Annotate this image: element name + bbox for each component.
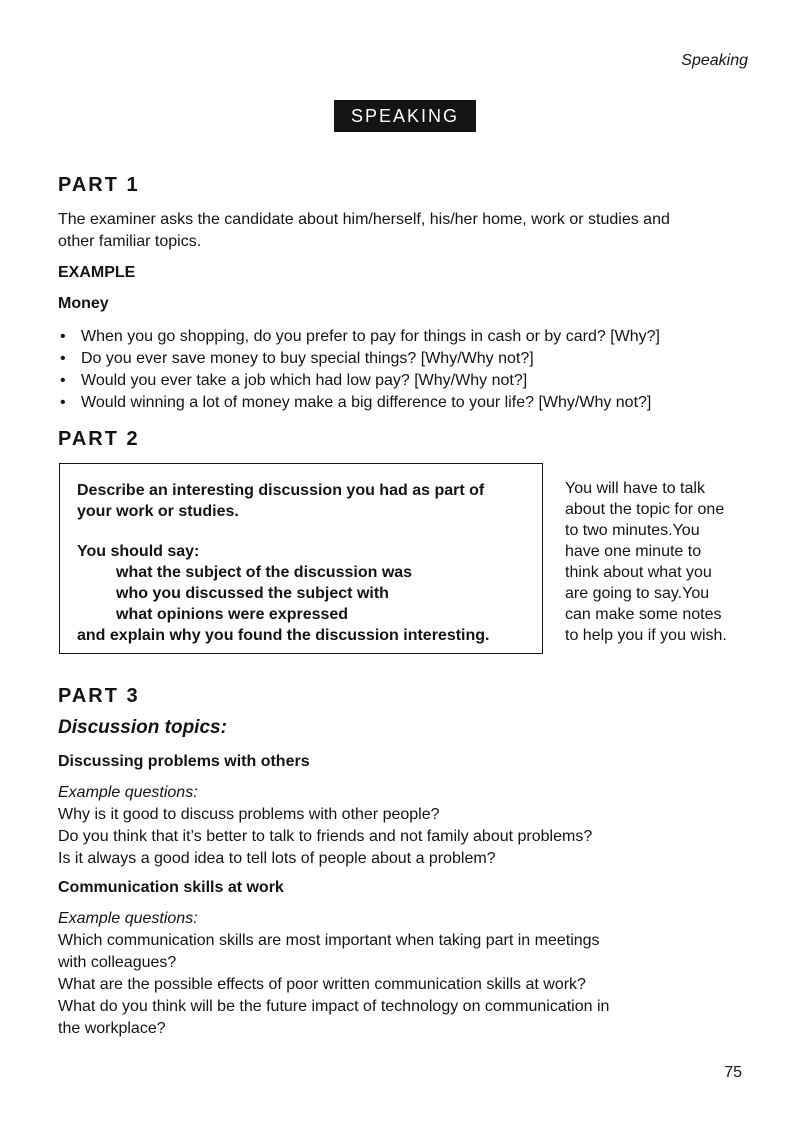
cue-card-point: what the subject of the discussion was — [116, 564, 413, 581]
instruction-note-line: can make some notes — [565, 606, 722, 623]
discussion-topics-heading: Discussion topics: — [58, 717, 227, 738]
running-head: Speaking — [681, 52, 748, 69]
cue-card-task-line1: Describe an interesting discussion you had as part of — [77, 482, 485, 499]
instruction-note-line: have one minute to — [565, 543, 702, 560]
part1-heading: PART 1 — [58, 174, 140, 196]
instruction-note-line: You will have to talk — [565, 480, 705, 497]
topic-title: Communication skills at work — [58, 879, 284, 896]
part1-question: • Would winning a lot of money make a big difference to your life? [Why/Why not?] — [58, 392, 660, 414]
discussion-question: What do you think will be the future impact of technology on communication in — [58, 998, 610, 1015]
example-questions-label: Example questions: — [58, 784, 198, 801]
instruction-note-line: think about what you — [565, 564, 712, 581]
instruction-note-line: to help you if you wish. — [565, 627, 727, 644]
part1-topic: Money — [58, 295, 109, 312]
part3-heading: PART 3 — [58, 685, 140, 707]
discussion-question: with colleagues? — [58, 954, 177, 971]
discussion-question: Is it always a good idea to tell lots of people about a problem? — [58, 850, 496, 867]
instruction-note-line: to two minutes.You — [565, 522, 700, 539]
example-questions-label: Example questions: — [58, 910, 198, 927]
part1-question-list — [58, 326, 660, 414]
part2-heading: PART 2 — [58, 428, 140, 450]
page-number: 75 — [724, 1064, 742, 1081]
cue-card-point: what opinions were expressed — [116, 606, 349, 623]
discussion-question: the workplace? — [58, 1020, 166, 1037]
discussion-question: Why is it good to discuss problems with other people? — [58, 806, 440, 823]
instruction-note-line: are going to say.You — [565, 585, 710, 602]
discussion-question: Which communication skills are most important when taking part in meetings — [58, 932, 600, 949]
instruction-note — [565, 478, 755, 646]
cue-card-should-say: You should say: — [77, 543, 200, 560]
section-banner: SPEAKING — [334, 100, 476, 132]
part1-question: • Do you ever save money to buy special things? [Why/Why not?] — [58, 348, 660, 370]
cue-card — [59, 463, 543, 654]
discussion-question: Do you think that it’s better to talk to friends and not family about problems? — [58, 828, 593, 845]
part1-question: • Would you ever take a job which had low pay? [Why/Why not?] — [58, 370, 660, 392]
discussion-question: What are the possible effects of poor written communication skills at work? — [58, 976, 586, 993]
part1-question: • When you go shopping, do you prefer to pay for things in cash or by card? [Why?] — [58, 326, 660, 348]
example-label: EXAMPLE — [58, 264, 136, 281]
instruction-note-line: about the topic for one — [565, 501, 725, 518]
topic-title: Discussing problems with others — [58, 753, 310, 770]
cue-card-point: who you discussed the subject with — [116, 585, 389, 602]
cue-card-task-line2: your work or studies. — [77, 503, 239, 520]
part1-intro-line2: other familiar topics. — [58, 233, 202, 250]
part1-intro-line1: The examiner asks the candidate about him/herself, his/her home, work or studies and — [58, 211, 670, 228]
cue-card-explain: and explain why you found the discussion interesting. — [77, 627, 490, 644]
